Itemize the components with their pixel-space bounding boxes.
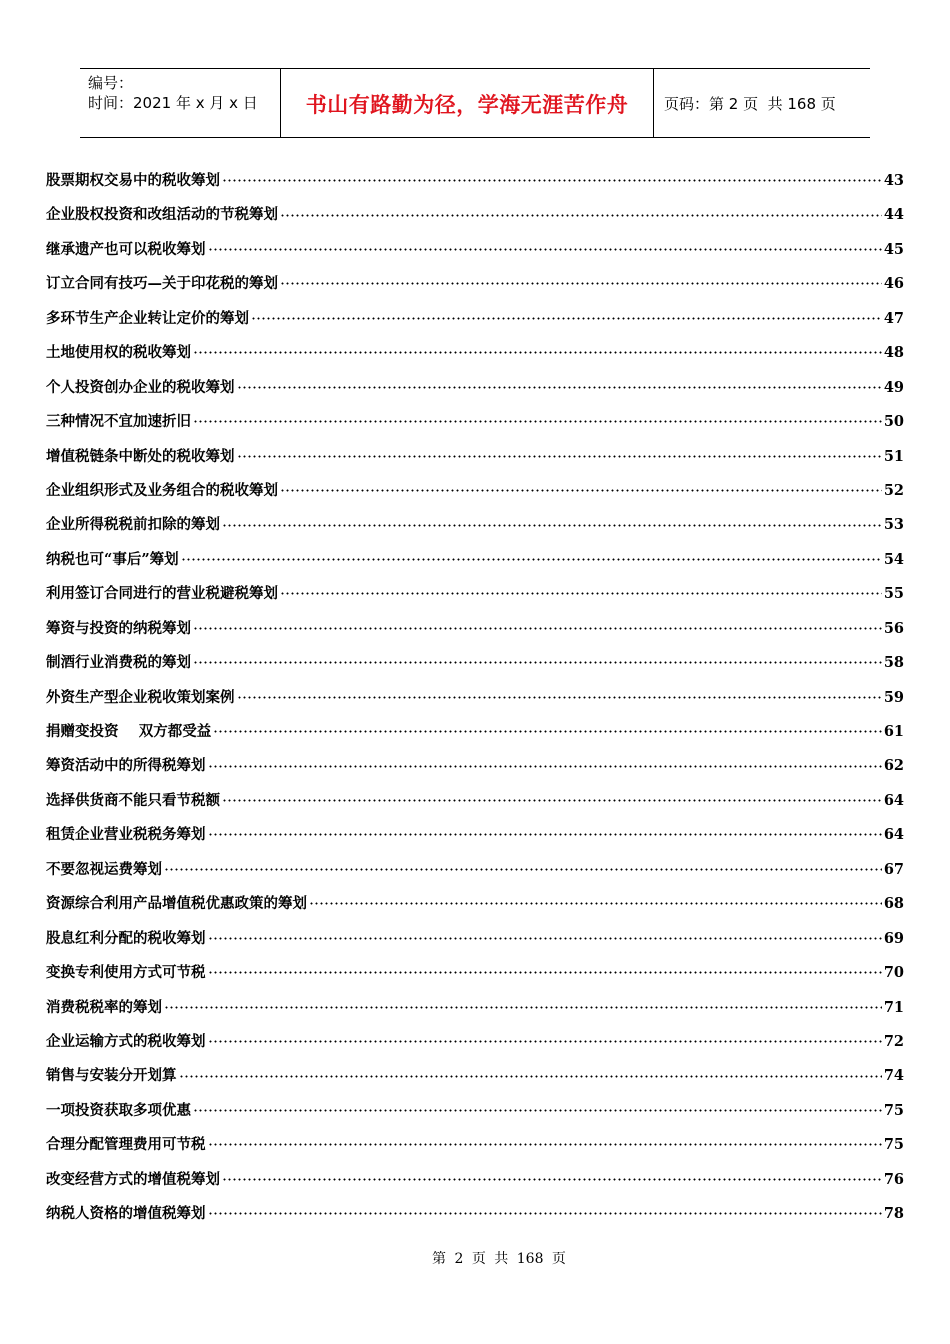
toc-entry[interactable] <box>46 1133 904 1167</box>
toc-entry-title: 外资生产型企业税收策划案例 <box>46 688 235 706</box>
toc-entry-title: 选择供货商不能只看节税额 <box>46 791 220 809</box>
toc-entry-page: 64 <box>883 826 904 844</box>
toc-entry-page: 62 <box>883 757 904 775</box>
toc-entry-title: 合理分配管理费用可节税 <box>46 1136 206 1154</box>
toc-entry-title: 改变经营方式的增值税筹划 <box>46 1170 220 1188</box>
toc-entry-page: 55 <box>883 585 904 603</box>
header-page-info: 页码：第 2 页 共 168 页 <box>664 94 836 113</box>
toc-entry-title: 一项投资获取多项优惠 <box>46 1101 191 1119</box>
toc-entry[interactable] <box>46 892 904 926</box>
toc-entry[interactable] <box>46 203 904 237</box>
toc-dot-leader <box>208 1205 882 1220</box>
toc-dot-leader <box>237 447 882 462</box>
toc-entry[interactable] <box>46 961 904 995</box>
toc-entry-page: 68 <box>883 895 904 913</box>
toc-entry-title: 多环节生产企业转让定价的筹划 <box>46 309 249 327</box>
toc-entry[interactable] <box>46 858 904 892</box>
toc-entry-page: 50 <box>883 413 904 431</box>
toc-entry-title: 销售与安装分开划算 <box>46 1067 177 1085</box>
toc-entry[interactable] <box>46 479 904 513</box>
toc-entry-title: 企业股权投资和改组活动的节税筹划 <box>46 206 278 224</box>
toc-entry[interactable] <box>46 513 904 547</box>
toc-entry-page: 54 <box>883 550 904 568</box>
page-footer: 第 2 页 共 168 页 <box>432 1251 566 1267</box>
toc-entry-title: 制酒行业消费税的筹划 <box>46 654 191 672</box>
toc-dot-leader <box>208 1032 882 1047</box>
toc-entry-page: 61 <box>883 723 904 740</box>
toc-entry[interactable] <box>46 617 904 651</box>
toc-entry-title: 筹资活动中的所得税筹划 <box>46 757 206 775</box>
toc-entry-title: 变换专利使用方式可节税 <box>46 964 206 982</box>
toc-entry-title: 纳税也可“事后”筹划 <box>46 550 179 568</box>
toc-entry-page: 51 <box>883 447 904 465</box>
toc-entry-page: 56 <box>883 619 904 637</box>
toc-dot-leader <box>208 757 882 772</box>
toc-entry[interactable] <box>46 651 904 685</box>
toc-entry[interactable] <box>46 548 904 582</box>
toc-dot-leader <box>193 619 882 634</box>
toc-entry-title: 股息红利分配的税收筹划 <box>46 929 206 947</box>
toc-entry-page: 44 <box>883 206 904 224</box>
toc-entry[interactable] <box>46 169 904 203</box>
toc-dot-leader <box>280 481 882 496</box>
toc-entry[interactable] <box>46 272 904 306</box>
toc-entry[interactable] <box>46 1030 904 1064</box>
page-header <box>80 68 870 138</box>
toc-entry-page: 67 <box>883 860 904 878</box>
toc-dot-leader <box>222 172 882 187</box>
toc-entry-page: 70 <box>883 964 904 982</box>
toc-entry-page: 52 <box>883 481 904 499</box>
toc-entry-title: 不要忽视运费筹划 <box>46 860 162 878</box>
toc-dot-leader <box>222 791 882 806</box>
toc-entry[interactable] <box>46 789 904 823</box>
toc-entry-title: 个人投资创办企业的税收筹划 <box>46 378 235 396</box>
toc-dot-leader <box>193 1101 882 1116</box>
toc-dot-leader <box>222 1170 882 1185</box>
toc-entry-page: 43 <box>883 172 904 189</box>
toc-dot-leader <box>280 585 882 600</box>
toc-entry-page: 72 <box>883 1032 904 1050</box>
toc-entry-title: 资源综合利用产品增值税优惠政策的筹划 <box>46 895 307 913</box>
toc-entry-title: 三种情况不宜加速折旧 <box>46 413 191 431</box>
toc-dot-leader <box>309 895 882 910</box>
toc-entry-page: 47 <box>883 309 904 327</box>
toc-entry[interactable] <box>46 582 904 616</box>
toc-entry-page: 64 <box>883 791 904 809</box>
toc-entry-title: 继承遗产也可以税收筹划 <box>46 240 206 258</box>
toc-entry[interactable] <box>46 927 904 961</box>
toc-entry-title: 企业所得税税前扣除的筹划 <box>46 516 220 534</box>
toc-entry[interactable] <box>46 341 904 375</box>
toc-entry-page: 49 <box>883 378 904 396</box>
toc-entry-title: 企业运输方式的税收筹划 <box>46 1032 206 1050</box>
toc-entry-page: 75 <box>883 1101 904 1119</box>
toc-entry-page: 46 <box>883 275 904 293</box>
toc-dot-leader <box>164 998 882 1013</box>
table-of-contents <box>46 169 904 1237</box>
toc-dot-leader <box>280 206 882 221</box>
header-meta <box>80 69 281 137</box>
toc-dot-leader <box>193 413 882 428</box>
toc-entry[interactable] <box>46 238 904 272</box>
toc-entry[interactable] <box>46 720 904 754</box>
toc-entry-page: 59 <box>883 688 904 706</box>
toc-dot-leader <box>251 309 882 324</box>
toc-dot-leader <box>193 654 882 669</box>
toc-entry-page: 53 <box>883 516 904 534</box>
toc-entry[interactable] <box>46 686 904 720</box>
toc-entry-page: 71 <box>883 998 904 1016</box>
toc-dot-leader <box>237 688 882 703</box>
toc-dot-leader <box>181 550 882 565</box>
toc-entry[interactable] <box>46 754 904 788</box>
toc-dot-leader <box>208 964 882 979</box>
toc-entry-page: 78 <box>883 1205 904 1223</box>
toc-entry-title: 土地使用权的税收筹划 <box>46 344 191 362</box>
toc-dot-leader <box>213 723 882 738</box>
toc-entry-title: 利用签订合同进行的营业税避税筹划 <box>46 585 278 603</box>
toc-dot-leader <box>208 826 882 841</box>
toc-entry-title: 增值税链条中断处的税收筹划 <box>46 447 235 465</box>
toc-entry[interactable] <box>46 1202 904 1236</box>
toc-entry[interactable] <box>46 1168 904 1202</box>
toc-entry-page: 45 <box>883 240 904 258</box>
toc-entry-page: 75 <box>883 1136 904 1154</box>
toc-entry-page: 48 <box>883 344 904 362</box>
toc-entry-page: 58 <box>883 654 904 672</box>
toc-entry[interactable] <box>46 1064 904 1098</box>
toc-entry-title: 股票期权交易中的税收筹划 <box>46 172 220 189</box>
toc-entry[interactable] <box>46 996 904 1030</box>
header-motto: 书山有路勤为径，学海无涯苦作舟 <box>281 69 654 137</box>
toc-entry[interactable] <box>46 445 904 479</box>
toc-dot-leader <box>164 860 882 875</box>
toc-dot-leader <box>208 240 882 255</box>
toc-entry-title: 筹资与投资的纳税筹划 <box>46 619 191 637</box>
toc-dot-leader <box>208 929 882 944</box>
toc-dot-leader <box>237 378 882 393</box>
toc-entry[interactable] <box>46 410 904 444</box>
header-number-label: 编号： <box>88 74 134 92</box>
toc-dot-leader <box>208 1136 882 1151</box>
toc-entry-title: 租赁企业营业税税务筹划 <box>46 826 206 844</box>
toc-entry-title: 企业组织形式及业务组合的税收筹划 <box>46 481 278 499</box>
toc-entry-page: 74 <box>883 1067 904 1085</box>
header-time-label: 时间：2021 年 x 月 x 日 <box>88 94 258 112</box>
toc-entry[interactable] <box>46 307 904 341</box>
toc-entry[interactable] <box>46 823 904 857</box>
toc-dot-leader <box>179 1067 882 1082</box>
toc-dot-leader <box>222 516 882 531</box>
toc-entry[interactable] <box>46 376 904 410</box>
toc-entry-page: 69 <box>883 929 904 947</box>
toc-dot-leader <box>193 344 882 359</box>
toc-dot-leader <box>280 275 882 290</box>
toc-entry[interactable] <box>46 1099 904 1133</box>
toc-entry-title: 消费税税率的筹划 <box>46 998 162 1016</box>
toc-entry-page: 76 <box>883 1170 904 1188</box>
toc-entry-title: 订立合同有技巧—关于印花税的筹划 <box>46 275 278 293</box>
toc-entry-title: 纳税人资格的增值税筹划 <box>46 1205 206 1223</box>
toc-entry-title: 捐赠变投资 双方都受益 <box>46 723 212 740</box>
